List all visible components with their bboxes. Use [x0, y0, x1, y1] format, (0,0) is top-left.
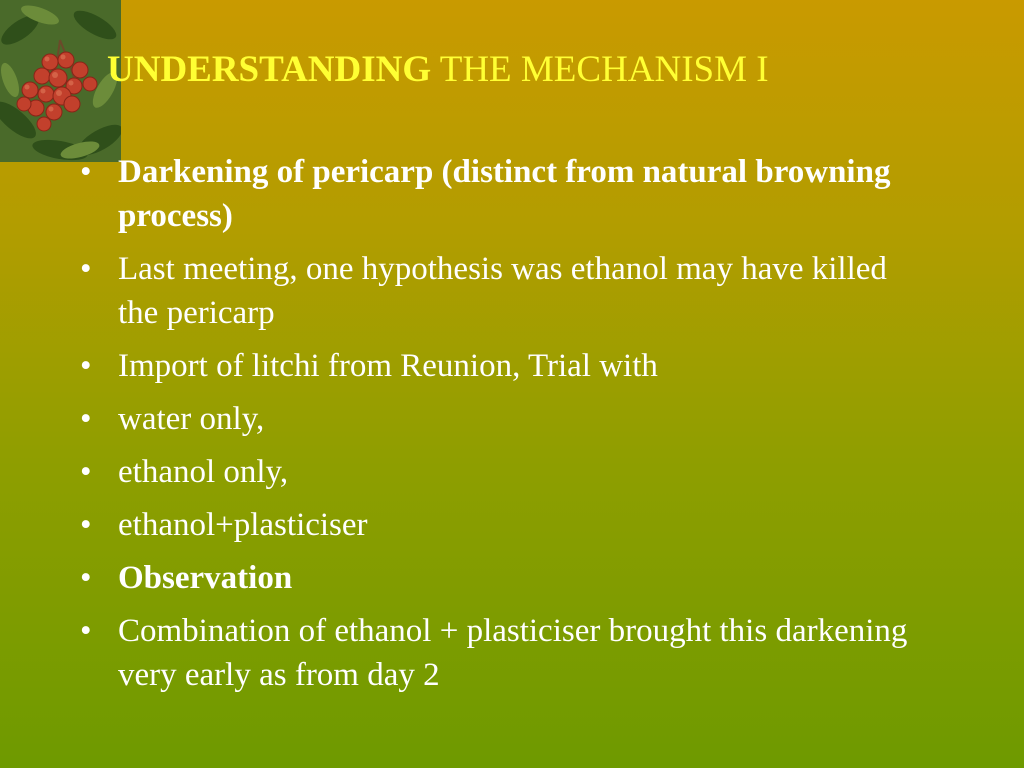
bullet-item [78, 450, 918, 494]
bullet-text: Combination of ethanol + plasticiser brought this darkening very early as from day 2 [118, 613, 908, 693]
litchi-photo [0, 0, 121, 162]
bullet-text: ethanol+plasticiser [118, 507, 368, 543]
bullet-text: Observation [118, 560, 293, 596]
bullet-dot-icon: • [80, 560, 92, 596]
bullet-item [78, 556, 918, 600]
bullet-dot-icon: • [80, 251, 92, 287]
bullet-text: Darkening of pericarp (distinct from natural browning process) [118, 154, 891, 234]
bullet-item [78, 344, 918, 388]
bullet-dot-icon: • [80, 613, 92, 649]
bullet-dot-icon: • [80, 401, 92, 437]
bullet-item [78, 247, 918, 335]
bullet-dot-icon: • [80, 154, 92, 190]
bullet-dot-icon: • [80, 348, 92, 384]
bullet-item [78, 503, 918, 547]
litchi-fruit-icon [0, 0, 121, 162]
bullet-item [78, 150, 918, 238]
bullet-text: ethanol only, [118, 454, 289, 490]
bullet-dot-icon: • [80, 507, 92, 543]
title-strong: UNDERSTANDING [107, 49, 432, 90]
bullet-text: Import of litchi from Reunion, Trial with [118, 348, 658, 384]
bullet-item [78, 397, 918, 441]
slide-title [107, 48, 769, 92]
title-rest: THE MECHANISM I [431, 49, 769, 90]
bullet-text: water only, [118, 401, 265, 437]
bullet-text: Last meeting, one hypothesis was ethanol may have killed the pericarp [118, 251, 887, 331]
bullet-item [78, 609, 918, 697]
bullet-dot-icon: • [80, 454, 92, 490]
bullet-list [78, 150, 918, 706]
